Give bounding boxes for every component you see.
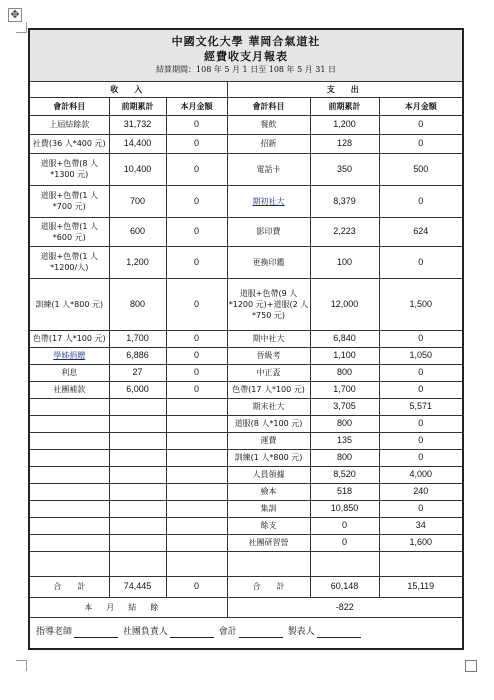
report-subtitle: 經費收支月報表 xyxy=(204,50,289,64)
income-month-cell: 0 xyxy=(166,134,227,153)
table-row xyxy=(29,483,463,500)
page-corner-mark xyxy=(16,660,27,671)
table-row xyxy=(29,449,463,466)
income-month-cell xyxy=(166,432,227,449)
expense-prior-cell: 800 xyxy=(310,449,379,466)
expense-month-cell: 0 xyxy=(379,134,463,153)
expense-prior-cell: 3,705 xyxy=(310,398,379,415)
income-prior-cell xyxy=(109,517,166,534)
sig-accountant-label: 會計 xyxy=(218,627,237,638)
income-account-cell xyxy=(29,398,109,415)
expense-prior-cell: 350 xyxy=(310,153,379,185)
table-row xyxy=(29,551,463,576)
income-col-prior: 前期累計 xyxy=(109,97,166,115)
expense-account-cell: 更換印鑑 xyxy=(227,246,310,278)
income-month-cell: 0 xyxy=(166,278,227,330)
expense-prior-cell: 12,000 xyxy=(310,278,379,330)
income-month-cell: 0 xyxy=(166,185,227,217)
expense-account-cell: 晉級考 xyxy=(227,347,310,364)
expense-account-cell: 餐飲 xyxy=(227,115,310,134)
totals-label-expense: 合 計 xyxy=(227,576,310,597)
expense-prior-cell: 0 xyxy=(310,534,379,551)
income-account-cell xyxy=(29,517,109,534)
expense-total-prior: 60,148 xyxy=(310,576,379,597)
income-prior-cell xyxy=(109,398,166,415)
expense-account-cell: 色帶(17 人*100 元) xyxy=(227,381,310,398)
sig-leader-label: 社團負責人 xyxy=(122,627,168,638)
income-prior-cell: 14,400 xyxy=(109,134,166,153)
expense-prior-cell: 8,379 xyxy=(310,185,379,217)
income-prior-cell xyxy=(109,551,166,576)
expense-month-cell: 0 xyxy=(379,330,463,347)
expense-prior-cell: 1,700 xyxy=(310,381,379,398)
expense-month-cell: 1,050 xyxy=(379,347,463,364)
sig-preparer-line xyxy=(317,628,361,638)
table-row xyxy=(29,153,463,185)
expense-month-cell: 624 xyxy=(379,217,463,246)
income-month-cell: 0 xyxy=(166,246,227,278)
income-account-cell: 訓練(1 人*800 元) xyxy=(29,278,109,330)
expense-month-cell: 240 xyxy=(379,483,463,500)
expense-month-cell xyxy=(379,551,463,576)
table-row xyxy=(29,500,463,517)
income-account-cell xyxy=(29,449,109,466)
income-account-cell xyxy=(29,551,109,576)
expense-month-cell: 0 xyxy=(379,432,463,449)
income-prior-cell: 1,200 xyxy=(109,246,166,278)
income-prior-cell xyxy=(109,534,166,551)
balance-value: -822 xyxy=(227,597,463,617)
expense-col-month: 本月金額 xyxy=(379,97,463,115)
income-month-cell: 0 xyxy=(166,217,227,246)
income-account-cell xyxy=(29,534,109,551)
income-prior-cell xyxy=(109,449,166,466)
income-prior-cell: 600 xyxy=(109,217,166,246)
expense-prior-cell: 0 xyxy=(310,517,379,534)
expense-account-cell: 影印費 xyxy=(227,217,310,246)
income-month-cell xyxy=(166,449,227,466)
income-section-header: 收 入 xyxy=(29,81,227,97)
table-row xyxy=(29,217,463,246)
expense-prior-cell: 10,850 xyxy=(310,500,379,517)
income-total-prior: 74,445 xyxy=(109,576,166,597)
income-account-cell: 道服+色帶(1 人*600 元) xyxy=(29,217,109,246)
table-row xyxy=(29,330,463,347)
expense-month-cell: 0 xyxy=(379,449,463,466)
expense-prior-cell: 6,840 xyxy=(310,330,379,347)
income-month-cell xyxy=(166,500,227,517)
expense-prior-cell xyxy=(310,551,379,576)
income-account-cell: 上屆結餘款 xyxy=(29,115,109,134)
expense-account-cell: 運費 xyxy=(227,432,310,449)
signature-row xyxy=(29,617,463,649)
income-total-month: 0 xyxy=(166,576,227,597)
table-move-handle-icon[interactable]: ✥ xyxy=(8,8,22,22)
income-month-cell xyxy=(166,415,227,432)
income-prior-cell xyxy=(109,415,166,432)
totals-label: 合 計 xyxy=(29,576,109,597)
income-month-cell: 0 xyxy=(166,364,227,381)
report-body xyxy=(29,115,463,576)
table-row xyxy=(29,381,463,398)
expense-month-cell: 0 xyxy=(379,246,463,278)
expense-account-cell: 中正盃 xyxy=(227,364,310,381)
income-prior-cell: 31,732 xyxy=(109,115,166,134)
income-month-cell xyxy=(166,466,227,483)
income-month-cell: 0 xyxy=(166,381,227,398)
income-prior-cell xyxy=(109,483,166,500)
expense-month-cell: 1,500 xyxy=(379,278,463,330)
expense-prior-cell: 128 xyxy=(310,134,379,153)
income-account-cell xyxy=(29,466,109,483)
table-row xyxy=(29,347,463,364)
income-prior-cell xyxy=(109,432,166,449)
expense-account-cell: 道服(8 人*100 元) xyxy=(227,415,310,432)
table-row xyxy=(29,517,463,534)
balance-label: 本月結餘 xyxy=(29,597,227,617)
expense-account-cell: 檢本 xyxy=(227,483,310,500)
sig-advisor-label: 指導老師 xyxy=(36,627,73,638)
income-prior-cell: 6,886 xyxy=(109,347,166,364)
expense-prior-cell: 1,100 xyxy=(310,347,379,364)
sig-leader-line xyxy=(170,628,214,638)
expense-account-cell: 餘支 xyxy=(227,517,310,534)
expense-account-cell: 招新 xyxy=(227,134,310,153)
income-month-cell xyxy=(166,483,227,500)
expense-month-cell: 500 xyxy=(379,153,463,185)
sig-accountant-line xyxy=(239,628,283,638)
expense-account-cell: 期中社大 xyxy=(227,330,310,347)
expense-section-header: 支 出 xyxy=(227,81,463,97)
table-row xyxy=(29,246,463,278)
income-account-cell xyxy=(29,432,109,449)
income-col-account: 會計科目 xyxy=(29,97,109,115)
expense-month-cell: 34 xyxy=(379,517,463,534)
table-row xyxy=(29,398,463,415)
expense-month-cell: 1,600 xyxy=(379,534,463,551)
expense-prior-cell: 100 xyxy=(310,246,379,278)
income-account-cell xyxy=(29,500,109,517)
table-row xyxy=(29,432,463,449)
income-month-cell: 0 xyxy=(166,347,227,364)
table-row xyxy=(29,534,463,551)
income-prior-cell: 1,700 xyxy=(109,330,166,347)
expense-account-cell: 期末社大 xyxy=(227,398,310,415)
totals-row xyxy=(29,576,463,597)
income-month-cell: 0 xyxy=(166,330,227,347)
table-row xyxy=(29,415,463,432)
income-prior-cell: 800 xyxy=(109,278,166,330)
income-month-cell xyxy=(166,398,227,415)
balance-row xyxy=(29,597,463,617)
expense-account-cell: 社團研習營 xyxy=(227,534,310,551)
expense-account-cell: 集訓 xyxy=(227,500,310,517)
expense-month-cell: 0 xyxy=(379,185,463,217)
sig-preparer-label: 製表人 xyxy=(287,627,315,638)
expense-account-cell xyxy=(227,551,310,576)
expense-month-cell: 0 xyxy=(379,500,463,517)
income-account-cell xyxy=(29,415,109,432)
expense-total-month: 15,119 xyxy=(379,576,463,597)
page-corner-mark xyxy=(16,22,27,33)
expense-account-cell: 人員領據 xyxy=(227,466,310,483)
income-prior-cell: 27 xyxy=(109,364,166,381)
income-prior-cell: 700 xyxy=(109,185,166,217)
expense-prior-cell: 135 xyxy=(310,432,379,449)
income-prior-cell: 10,400 xyxy=(109,153,166,185)
table-row xyxy=(29,134,463,153)
sig-advisor-line xyxy=(74,628,118,638)
income-account-cell: 道服+色帶(8 人*1300 元) xyxy=(29,153,109,185)
expense-col-prior: 前期累計 xyxy=(310,97,379,115)
income-account-cell: 色帶(17 人*100 元) xyxy=(29,330,109,347)
expense-month-cell: 0 xyxy=(379,115,463,134)
income-month-cell xyxy=(166,551,227,576)
expense-month-cell: 0 xyxy=(379,364,463,381)
report-title: 中國文化大學 華岡合氣道社 xyxy=(171,35,321,49)
table-row xyxy=(29,115,463,134)
expense-prior-cell: 2,223 xyxy=(310,217,379,246)
table-resize-handle[interactable] xyxy=(465,660,477,672)
table-row xyxy=(29,364,463,381)
income-prior-cell xyxy=(109,466,166,483)
income-col-month: 本月金額 xyxy=(166,97,227,115)
expense-prior-cell: 518 xyxy=(310,483,379,500)
report-title-block xyxy=(29,29,463,81)
income-account-cell: 社團補款 xyxy=(29,381,109,398)
report-period: 結算期間：108 年 5 月 1 日至 108 年 5 月 31 日 xyxy=(156,65,336,75)
expense-account-cell: 道服+色帶(9 人*1200 元)+道服(2 人*750 元) xyxy=(227,278,310,330)
income-month-cell xyxy=(166,517,227,534)
income-prior-cell xyxy=(109,500,166,517)
expense-prior-cell: 1,200 xyxy=(310,115,379,134)
expense-account-cell: 期初社大 xyxy=(227,185,310,217)
income-month-cell: 0 xyxy=(166,115,227,134)
income-account-cell: 社費(36 人*400 元) xyxy=(29,134,109,153)
expense-account-cell: 電話卡 xyxy=(227,153,310,185)
expense-month-cell: 0 xyxy=(379,381,463,398)
expense-prior-cell: 8,520 xyxy=(310,466,379,483)
expense-prior-cell: 800 xyxy=(310,415,379,432)
table-row xyxy=(29,185,463,217)
income-account-cell: 利息 xyxy=(29,364,109,381)
income-month-cell: 0 xyxy=(166,153,227,185)
expense-account-cell: 訓練(1 人*800 元) xyxy=(227,449,310,466)
table-row xyxy=(29,278,463,330)
income-account-cell: 道服+色帶(1 人*700 元) xyxy=(29,185,109,217)
income-prior-cell: 6,000 xyxy=(109,381,166,398)
income-account-cell: 道服+色帶(1 人*1200/人) xyxy=(29,246,109,278)
expense-prior-cell: 800 xyxy=(310,364,379,381)
financial-report-table xyxy=(28,28,464,650)
income-account-cell: 學姊捐贈 xyxy=(29,347,109,364)
income-month-cell xyxy=(166,534,227,551)
expense-col-account: 會計科目 xyxy=(227,97,310,115)
table-row xyxy=(29,466,463,483)
expense-month-cell: 5,571 xyxy=(379,398,463,415)
expense-month-cell: 0 xyxy=(379,415,463,432)
expense-month-cell: 4,000 xyxy=(379,466,463,483)
income-account-cell xyxy=(29,483,109,500)
